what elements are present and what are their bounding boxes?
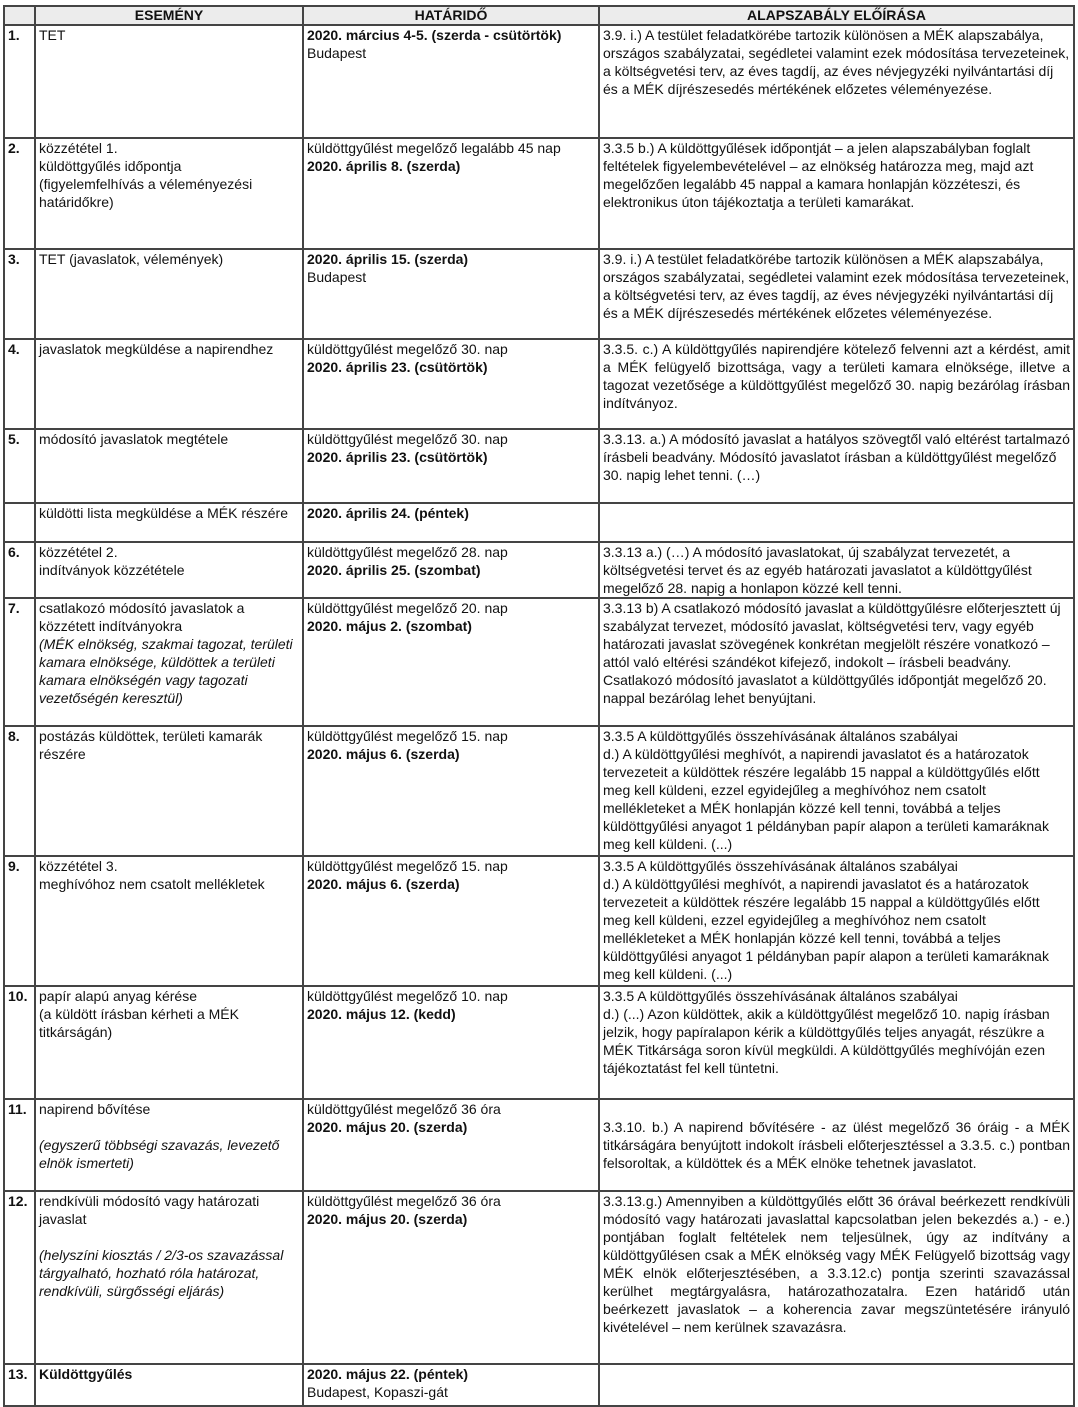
deadline-cell bbox=[303, 429, 599, 503]
event-cell bbox=[35, 1191, 303, 1364]
row-number: 12. bbox=[4, 1191, 35, 1364]
rule-text: d.) A küldöttgyűlési meghívót, a napirendi javaslatot és a határozatok tervezeteit a küldöttek részére legalább 15 nappal a küldöttgyűlés előtt meg kell küldeni, ezzel egyidejűleg a meghívóhoz nem csatolt mellékleteket a MÉK honlapján közzé kell tenni, továbbá a teljes küldöttgyűlési anyagot 1 példányban papír alapon a területi kamaráknak meg kell küldeni. (...) bbox=[603, 876, 1049, 982]
event-cell bbox=[35, 25, 303, 138]
table-row bbox=[4, 1364, 1074, 1406]
header-event: ESEMÉNY bbox=[35, 6, 303, 25]
deadline-date: 2020. május 22. (péntek) bbox=[307, 1366, 469, 1382]
event-text: TET (javaslatok, vélemények) bbox=[39, 251, 224, 267]
row-number bbox=[4, 503, 35, 542]
rule-cell: 3.3.13. a.) A módosító javaslat a hatályos szövegtől való eltérést tartalmazó írásbeli beadvány. Módosító javaslatot írásban a küldöttgyűlést megelőző 30. napig lehet tenni. (…) bbox=[599, 429, 1074, 503]
deadline-date: 2020. május 12. (kedd) bbox=[307, 1006, 456, 1022]
row-number: 11. bbox=[4, 1099, 35, 1191]
rule-text: d.) (...) Azon küldöttek, akik a küldöttgyűlést megelőző 10. napig írásban jelzik, hogy papíralapon kérik a küldöttgyűlés teljes anyagát, részükre a MÉK Titkársága soron kívül megküldi. A küldöttgyűlés meghívóján ezen tájékoztatást fel kell tüntetni. bbox=[603, 1006, 1050, 1076]
deadline-place: Budapest bbox=[307, 45, 367, 61]
row-number: 1. bbox=[4, 25, 35, 138]
table-row bbox=[4, 598, 1074, 726]
rule-cell bbox=[599, 503, 1074, 542]
event-text: közzététel 1. bbox=[39, 140, 118, 156]
deadline-note: küldöttgyűlést megelőző 36 óra bbox=[307, 1101, 501, 1117]
event-cell bbox=[35, 138, 303, 249]
event-cell bbox=[35, 598, 303, 726]
deadline-cell bbox=[303, 598, 599, 726]
event-text: TET bbox=[39, 27, 66, 43]
event-text: csatlakozó módosító javaslatok a közzétett indítványokra bbox=[39, 600, 245, 634]
event-cell bbox=[35, 856, 303, 986]
deadline-date: 2020. március 4-5. (szerda - csütörtök) bbox=[307, 27, 562, 43]
event-text: meghívóhoz nem csatolt mellékletek bbox=[39, 876, 265, 892]
spacer bbox=[603, 1100, 1070, 1118]
rule-text: d.) A küldöttgyűlési meghívót, a napirendi javaslatot és a határozatok tervezeteit a küldöttek részére legalább 15 nappal a küldöttgyűlés előtt meg kell küldeni, ezzel egyidejűleg a meghívóhoz nem csatolt mellékleteket a MÉK honlapján közzé kell tenni, továbbá a teljes küldöttgyűlési anyagot 1 példányban papír alapon a területi kamaráknak meg kell küldeni. (...) bbox=[603, 746, 1049, 852]
rule-cell: 3.3.13 a.) (…) A módosító javaslatokat, új szabályzat tervezetét, a költségvetési tervet és az egyéb határozati javaslatot a küldöttgyűlést megelőző 28. napig a honlapon közzé kell tenni. bbox=[599, 542, 1074, 598]
row-number: 10. bbox=[4, 986, 35, 1099]
event-text: közzététel 2. bbox=[39, 544, 118, 560]
deadline-date: 2020. április 15. (szerda) bbox=[307, 251, 469, 267]
deadline-date: 2020. május 2. (szombat) bbox=[307, 618, 472, 634]
event-cell bbox=[35, 339, 303, 429]
deadline-note: küldöttgyűlést megelőző 10. nap bbox=[307, 988, 508, 1004]
event-text: rendkívüli módosító vagy határozati javaslat bbox=[39, 1193, 260, 1227]
rule-title: 3.3.5 A küldöttgyűlés összehívásának általános szabályai bbox=[603, 728, 958, 744]
event-cell bbox=[35, 1364, 303, 1406]
event-cell bbox=[35, 542, 303, 598]
deadline-cell bbox=[303, 1364, 599, 1406]
deadline-note: küldöttgyűlést megelőző 36 óra bbox=[307, 1193, 501, 1209]
event-text: (a küldött írásban kérheti a MÉK titkárságán) bbox=[39, 1006, 239, 1040]
rule-cell: 3.3.13.g.) Amennyiben a küldöttgyűlés előtt 36 órával beérkezett rendkívüli módosító vagy határozati javaslattal kapcsolatban jelen bekezdés a.) - e.) pontjában foglalt feltételek nem teljesülnek, úgy az indítvány a küldöttgyűlésen csak a MÉK elnökség vagy MÉK Felügyelő bizottság vagy MÉK elnök előterjesztésében, a 3.3.12.c) pontja szerinti szavazással kerülhet megtárgyalásra, határozathozatalra. Ezen határidő után beérkezett javaslatok – a koherencia zavar megszüntetésére irányuló kivételével – nem kerülnek szavazásra. bbox=[599, 1191, 1074, 1364]
event-text: közzététel 3. bbox=[39, 858, 118, 874]
row-number: 2. bbox=[4, 138, 35, 249]
event-text: (figyelemfelhívás a véleményezési határidőkre) bbox=[39, 176, 253, 210]
deadline-cell bbox=[303, 1099, 599, 1191]
row-number: 8. bbox=[4, 726, 35, 856]
event-cell bbox=[35, 986, 303, 1099]
event-cell bbox=[35, 726, 303, 856]
schedule-table bbox=[3, 5, 1075, 1407]
table-row bbox=[4, 726, 1074, 856]
event-text: küldöttgyűlés időpontja bbox=[39, 158, 182, 174]
table-row bbox=[4, 986, 1074, 1099]
deadline-place: Budapest, Kopaszi-gát bbox=[307, 1384, 448, 1400]
rule-title: 3.3.5 A küldöttgyűlés összehívásának általános szabályai bbox=[603, 988, 958, 1004]
deadline-cell bbox=[303, 986, 599, 1099]
deadline-note: küldöttgyűlést megelőző 15. nap bbox=[307, 858, 508, 874]
rule-cell bbox=[599, 1099, 1074, 1191]
rule-cell bbox=[599, 986, 1074, 1099]
event-note-italic: (egyszerű többségi szavazás, levezető elnök ismerteti) bbox=[39, 1137, 280, 1171]
rule-title: 3.3.5 A küldöttgyűlés összehívásának általános szabályai bbox=[603, 858, 958, 874]
deadline-cell bbox=[303, 138, 599, 249]
event-cell bbox=[35, 249, 303, 339]
rule-cell: 3.3.5 b.) A küldöttgyűlések időpontját – a jelen alapszabályban foglalt feltételek figyelembevételével – az elnökség határozza meg, majd azt megelőzően legalább 45 nappal a kamara honlapján közzéteszi, és elektronikus úton tájékoztatja a területi kamarákat. bbox=[599, 138, 1074, 249]
table-row bbox=[4, 429, 1074, 503]
deadline-note: küldöttgyűlést megelőző 15. nap bbox=[307, 728, 508, 744]
header-rule: ALAPSZABÁLY ELŐÍRÁSA bbox=[599, 6, 1074, 25]
header-num bbox=[4, 6, 35, 25]
deadline-date: 2020. május 20. (szerda) bbox=[307, 1211, 468, 1227]
row-number: 4. bbox=[4, 339, 35, 429]
row-number: 7. bbox=[4, 598, 35, 726]
event-text: napirend bővítése bbox=[39, 1101, 151, 1117]
deadline-note: küldöttgyűlést megelőző legalább 45 nap bbox=[307, 140, 561, 156]
event-text: papír alapú anyag kérése bbox=[39, 988, 197, 1004]
row-number: 3. bbox=[4, 249, 35, 339]
event-text: javaslatok megküldése a napirendhez bbox=[39, 341, 274, 357]
deadline-note: küldöttgyűlést megelőző 30. nap bbox=[307, 341, 508, 357]
deadline-date: 2020. május 6. (szerda) bbox=[307, 746, 460, 762]
deadline-cell bbox=[303, 542, 599, 598]
rule-cell bbox=[599, 1364, 1074, 1406]
rule-cell: 3.9. i.) A testület feladatkörébe tartozik különösen a MÉK alapszabálya, országos szabályzatai, segédletei valamint ezek módosítása tervezeteinek, a költségvetési terv, az éves tagdíj, az éves névjegyzéki nyilvántartási díj és a MÉK díjrészesedés mértékének előzetes véleményezése. bbox=[599, 25, 1074, 138]
event-note-italic: (helyszíni kiosztás / 2/3-os szavazással tárgyalható, hozható róla határozat, rendkívüli, sürgősségi eljárás) bbox=[39, 1247, 284, 1299]
event-cell bbox=[35, 1099, 303, 1191]
deadline-note: küldöttgyűlést megelőző 28. nap bbox=[307, 544, 508, 560]
spacer bbox=[39, 1228, 299, 1246]
deadline-place: Budapest bbox=[307, 269, 367, 285]
deadline-date: 2020. április 23. (csütörtök) bbox=[307, 449, 488, 465]
event-text: módosító javaslatok megtétele bbox=[39, 431, 229, 447]
table-row bbox=[4, 25, 1074, 138]
deadline-cell bbox=[303, 1191, 599, 1364]
row-number: 6. bbox=[4, 542, 35, 598]
row-number: 9. bbox=[4, 856, 35, 986]
event-text: indítványok közzététele bbox=[39, 562, 185, 578]
table-row bbox=[4, 1191, 1074, 1364]
table-row bbox=[4, 503, 1074, 542]
deadline-cell bbox=[303, 25, 599, 138]
deadline-cell bbox=[303, 856, 599, 986]
rule-cell: 3.3.5. c.) A küldöttgyűlés napirendjére kötelező felvenni azt a kérdést, amit a MÉK felügyelő bizottsága, vagy a területi kamara elnöksége, illetve a tagozat vezetősége a küldöttgyűlést megelőző 30. napig bezárólag írásban indítványoz. bbox=[599, 339, 1074, 429]
deadline-cell bbox=[303, 249, 599, 339]
spacer bbox=[39, 1118, 299, 1136]
deadline-cell bbox=[303, 339, 599, 429]
rule-cell: 3.9. i.) A testület feladatkörébe tartozik különösen a MÉK alapszabálya, országos szabályzatai, segédletei valamint ezek módosítása tervezeteinek, a költségvetési terv, az éves tagdíj, az éves névjegyzéki nyilvántartási díj és a MÉK díjrészesedés mértékének előzetes véleményezése. bbox=[599, 249, 1074, 339]
row-number: 13. bbox=[4, 1364, 35, 1406]
rule-text: 3.3.10. b.) A napirend bővítésére - az ülést megelőző 36 óráig - a MÉK titkárságára benyújtott indokolt írásbeli előterjesztéssel a 3.3.5. c.) pontban felsoroltak, a küldöttek és a MÉK elnöke tehetnek javaslatot. bbox=[603, 1119, 1070, 1171]
rule-cell bbox=[599, 726, 1074, 856]
table-row bbox=[4, 856, 1074, 986]
table-row bbox=[4, 339, 1074, 429]
event-note-italic: (MÉK elnökség, szakmai tagozat, területi kamara elnöksége, küldöttek a területi kamara elnökségén vagy tagozati vezetőségén keresztül) bbox=[39, 636, 293, 706]
event-cell bbox=[35, 503, 303, 542]
table-row bbox=[4, 249, 1074, 339]
event-text: küldötti lista megküldése a MÉK részére bbox=[39, 505, 288, 521]
deadline-date: 2020. május 6. (szerda) bbox=[307, 876, 460, 892]
deadline-cell bbox=[303, 726, 599, 856]
header-row bbox=[4, 6, 1074, 25]
event-cell bbox=[35, 429, 303, 503]
deadline-note: küldöttgyűlést megelőző 20. nap bbox=[307, 600, 508, 616]
rule-cell: 3.3.13 b) A csatlakozó módosító javaslat a küldöttgyűlésre előterjesztett új szabályzat tervezet, módosító javaslat, költségvetési terv, vagy egyéb határozati javaslat szövegének konkrétan megjelölt részére vonatkozó – attól való eltérési szándékot kifejező, indokolt – írásbeli beadvány. Csatlakozó módosító javaslatot a küldöttgyűlés időpontját megelőző 20. nappal bezárólag lehet benyújtani. bbox=[599, 598, 1074, 726]
header-deadline: HATÁRIDŐ bbox=[303, 6, 599, 25]
deadline-cell bbox=[303, 503, 599, 542]
event-text: postázás küldöttek, területi kamarák részére bbox=[39, 728, 263, 762]
deadline-date: 2020. április 8. (szerda) bbox=[307, 158, 461, 174]
deadline-date: 2020. április 25. (szombat) bbox=[307, 562, 481, 578]
event-text: Küldöttgyűlés bbox=[39, 1366, 133, 1382]
deadline-note: küldöttgyűlést megelőző 30. nap bbox=[307, 431, 508, 447]
rule-cell bbox=[599, 856, 1074, 986]
table-row bbox=[4, 542, 1074, 598]
deadline-date: 2020. április 23. (csütörtök) bbox=[307, 359, 488, 375]
deadline-date: 2020. május 20. (szerda) bbox=[307, 1119, 468, 1135]
table-row bbox=[4, 138, 1074, 249]
row-number: 5. bbox=[4, 429, 35, 503]
table-row bbox=[4, 1099, 1074, 1191]
deadline-date: 2020. április 24. (péntek) bbox=[307, 505, 469, 521]
